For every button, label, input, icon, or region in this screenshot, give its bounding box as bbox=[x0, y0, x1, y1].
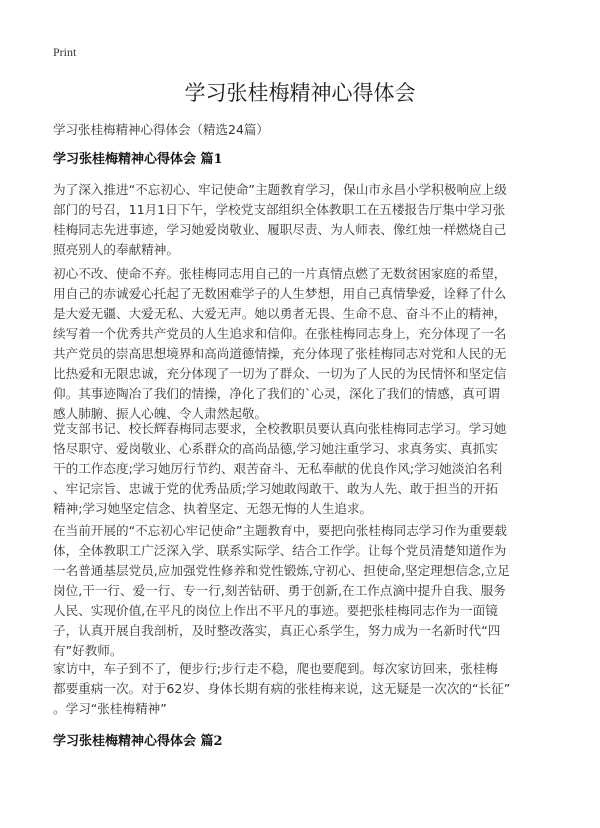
paragraph-line: 感人肺腑、振人心魄、令人肃然起敬。 bbox=[53, 406, 268, 421]
paragraph-line: 干的工作态度;学习她厉行节约、艰苦奋斗、无私奉献的优良作风;学习她淡泊名利 bbox=[53, 461, 503, 476]
paragraph-line: 家访中，车子到不了，便步行;步行走不稳，爬也要爬到。每次家访回来，张桂梅 bbox=[53, 661, 499, 676]
paragraph-4 bbox=[53, 521, 553, 661]
print-link[interactable]: Print bbox=[53, 45, 77, 59]
paragraph-line: 人民、实现价值,在平凡的岗位上作出不平凡的事迹。要把张桂梅同志作为一面镜 bbox=[53, 603, 498, 618]
paragraph-line: 为了深入推进“不忘初心、牢记使命”主题教育学习，保山市永昌小学积极响应上级 bbox=[53, 182, 507, 197]
paragraph-line: 、牢记宗旨、忠诚于党的优秀品质;学习她敢闯敢干、敢为人先、敢于担当的开拓 bbox=[53, 481, 499, 496]
paragraph-line: 体，全体教职工广泛深入学、联系实际学、结合工作学。让每个党员清楚知道作为 bbox=[53, 543, 507, 558]
paragraph-line: 共产党员的崇高思想境界和高尚道德情操，充分体现了张桂梅同志对党和人民的无 bbox=[53, 346, 507, 361]
paragraph-1 bbox=[53, 180, 553, 260]
paragraph-line: 比热爱和无限忠诚，充分体现了一切为了群众、一切为了人民的为民情怀和坚定信 bbox=[53, 366, 507, 381]
paragraph-line: 都要重病一次。对于62岁、身体长期有病的张桂梅来说，这无疑是一次次的“长征” bbox=[53, 681, 511, 696]
document-subtitle: 学习张桂梅精神心得体会（精选24篇） bbox=[53, 122, 269, 137]
paragraph-line: 用自己的赤诚爱心托起了无数困难学子的人生梦想，用自己真情挚爱，诠释了什么 bbox=[53, 286, 507, 301]
paragraph-line: 部门的号召，11月1日下午，学校党支部组织全体教职工在五楼报告厅集中学习张 bbox=[53, 202, 506, 217]
paragraph-line: 恪尽职守、爱岗敬业、心系群众的高尚品德,学习她注重学习、求真务实、真抓实 bbox=[53, 441, 498, 456]
paragraph-line: 有”好教师。 bbox=[53, 643, 123, 658]
paragraph-5 bbox=[53, 659, 553, 719]
paragraph-line: 照亮别人的奉献精神。 bbox=[53, 242, 179, 257]
paragraph-line: 在当前开展的“不忘初心牢记使命”主题教育中，要把向张桂梅同志学习作为重要载 bbox=[53, 523, 507, 538]
paragraph-line: 。学习“张桂梅精神” bbox=[53, 701, 167, 716]
paragraph-line: 初心不改、使命不弃。张桂梅同志用自己的一片真情点燃了无数贫困家庭的希望， bbox=[53, 266, 507, 281]
paragraph-line: 党支部书记、校长辉春梅同志要求，全校教职员要认真向张桂梅同志学习。学习她 bbox=[53, 421, 507, 436]
section-heading-1: 学习张桂梅精神心得体会 篇1 bbox=[53, 152, 223, 167]
paragraph-line: 桂梅同志先进事迹，学习她爱岗敬业、履职尽责、为人师表、像红烛一样燃烧自己 bbox=[53, 222, 507, 237]
paragraph-2 bbox=[53, 264, 553, 424]
paragraph-line: 一名普通基层党员,应加强党性修养和党性锻炼,守初心、担使命,坚定理想信念,立足 bbox=[53, 563, 510, 578]
paragraph-line: 子，认真开展自我剖析，及时整改落实，真正心系学生，努力成为一名新时代“四 bbox=[53, 623, 501, 638]
paragraph-3 bbox=[53, 419, 553, 519]
paragraph-line: 仰。其事迹陶冶了我们的情操，净化了我们的`心灵，深化了我们的情感，真可谓 bbox=[53, 386, 501, 401]
paragraph-line: 精神;学习她坚定信念、执着坚定、无怨无悔的人生追求。 bbox=[53, 501, 373, 516]
paragraph-line: 续写着一个优秀共产党员的人生追求和信仰。在张桂梅同志身上，充分体现了一名 bbox=[53, 326, 507, 341]
section-heading-2: 学习张桂梅精神心得体会 篇2 bbox=[53, 734, 223, 749]
paragraph-line: 是大爱无疆、大爱无私、大爱无声。她以勇者无畏、生命不息、奋斗不止的精神， bbox=[53, 306, 507, 321]
paragraph-line: 岗位,干一行、爱一行、专一行,刻苦钻研、勇于创新,在工作点滴中提升自我、服务 bbox=[53, 583, 506, 598]
document-title: 学习张桂梅精神心得体会 bbox=[184, 81, 416, 105]
